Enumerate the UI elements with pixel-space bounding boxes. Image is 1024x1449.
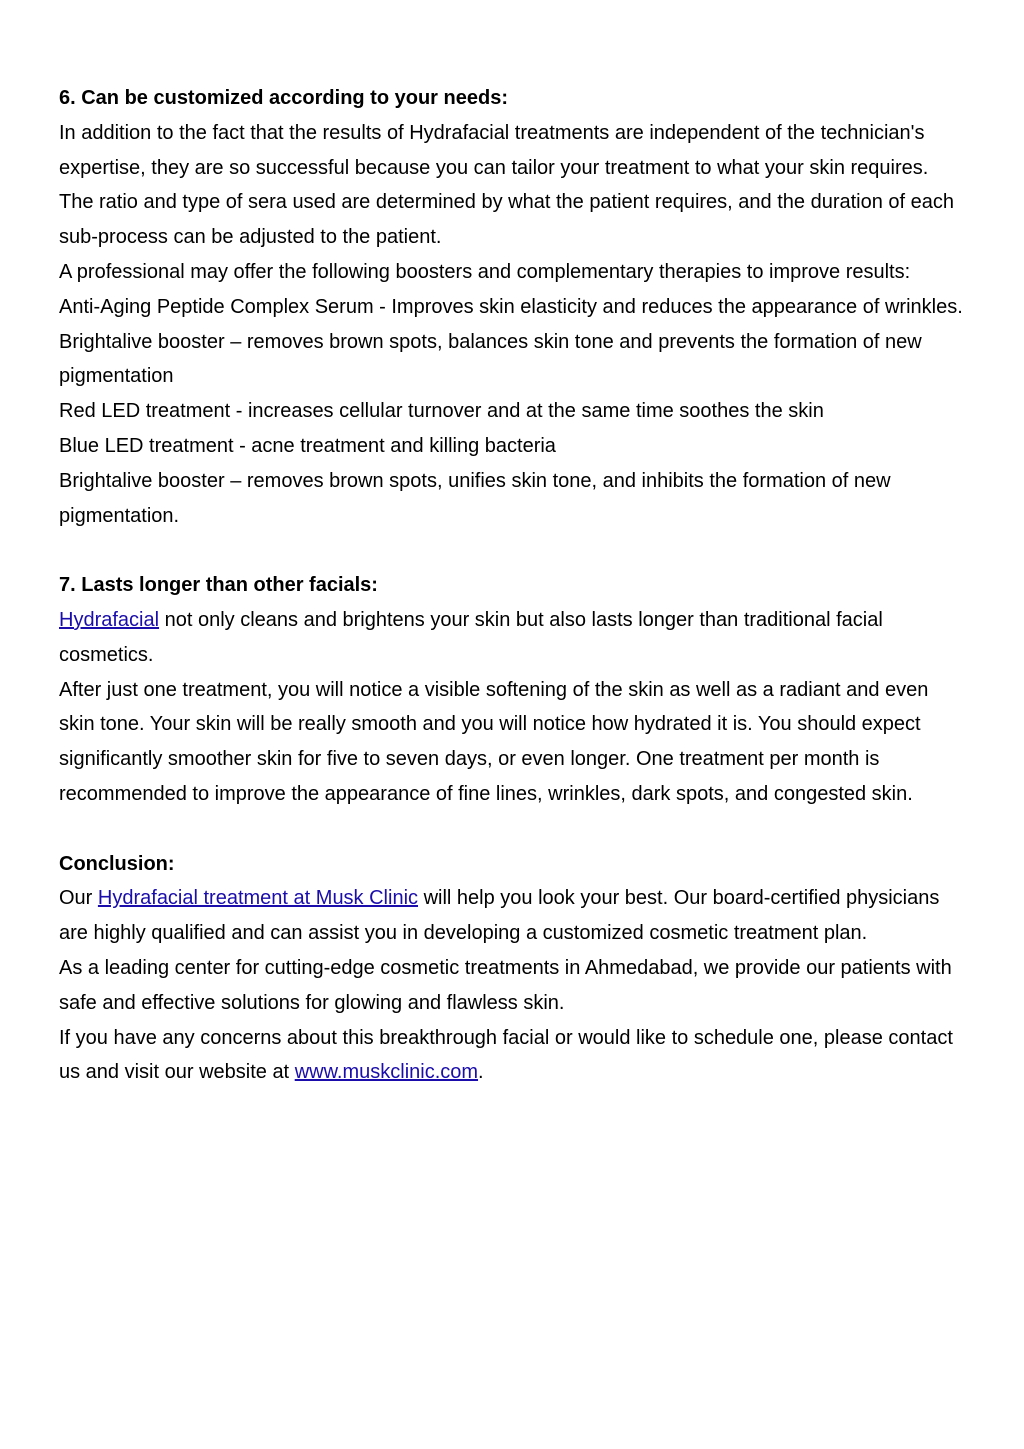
section-6-heading: 6. Can be customized according to your needs: xyxy=(59,87,508,109)
conclusion-paragraph-3 xyxy=(59,1021,969,1091)
section-6-paragraph-sera: The ratio and type of sera used are determined by what the patient requires, and the duration of each sub-process can be adjusted to the patient. xyxy=(59,191,955,249)
booster-item-blue-led: Blue LED treatment - acne treatment and killing bacteria xyxy=(59,434,556,457)
conclusion-paragraph-3-period: . xyxy=(478,1061,484,1084)
hydrafacial-link[interactable]: Hydrafacial xyxy=(59,608,160,631)
section-7-heading: 7. Lasts longer than other facials: xyxy=(59,574,378,597)
conclusion-heading: Conclusion: xyxy=(59,852,175,875)
booster-item-peptide-serum: Anti-Aging Peptide Complex Serum - Improves skin elasticity and reduces the appearance of wrinkles. xyxy=(59,295,963,318)
conclusion-paragraph-3-text: If you have any concerns about this breakthrough facial or would like to schedule one, please contact us and visit our website at xyxy=(59,1026,953,1084)
conclusion-paragraph-1-text: will help you look your best. Our board-certified physicians are highly qualified and can assist you in developing a customized cosmetic treatment plan. xyxy=(59,887,940,945)
booster-item-brightalive-1: Brightalive booster – removes brown spots, balances skin tone and prevents the formation of new pigmentation xyxy=(59,330,922,388)
musk-clinic-treatment-link[interactable]: Hydrafacial treatment at Musk Clinic xyxy=(97,887,419,910)
section-6-paragraph-intro: In addition to the fact that the results of Hydrafacial treatments are independent of the technician's expertise, they are so successful because you can tailor your treatment to what your skin requires. xyxy=(59,121,929,179)
conclusion-paragraph-2: As a leading center for cutting-edge cosmetic treatments in Ahmedabad, we provide our patients with safe and effective solutions for glowing and flawless skin. xyxy=(59,956,952,1014)
section-spacer xyxy=(59,533,969,568)
section-7-paragraph-1 xyxy=(59,603,969,673)
conclusion-paragraph-1 xyxy=(59,881,969,951)
document-page xyxy=(59,81,969,1090)
booster-item-red-led: Red LED treatment - increases cellular turnover and at the same time soothes the skin xyxy=(59,400,824,423)
booster-item-brightalive-2: Brightalive booster – removes brown spots, unifies skin tone, and inhibits the formation of new pigmentation. xyxy=(59,469,891,527)
section-spacer xyxy=(59,812,969,847)
section-7-paragraph-2: After just one treatment, you will notice a visible softening of the skin as well as a radiant and even skin tone. Your skin will be really smooth and you will notice how hydrated it is. You should expect significantly smoother skin for five to seven days, or even longer. One treatment per month is recommended to improve the appearance of fine lines, wrinkles, dark spots, and congested skin. xyxy=(59,678,929,805)
conclusion-paragraph-1-prefix: Our xyxy=(59,887,98,910)
website-link[interactable]: www.muskclinic.com xyxy=(294,1061,479,1084)
section-7-paragraph-1-text: not only cleans and brightens your skin but also lasts longer than traditional facial cosmetics. xyxy=(59,608,883,666)
section-6-paragraph-boosters: A professional may offer the following boosters and complementary therapies to improve results: xyxy=(59,260,911,283)
